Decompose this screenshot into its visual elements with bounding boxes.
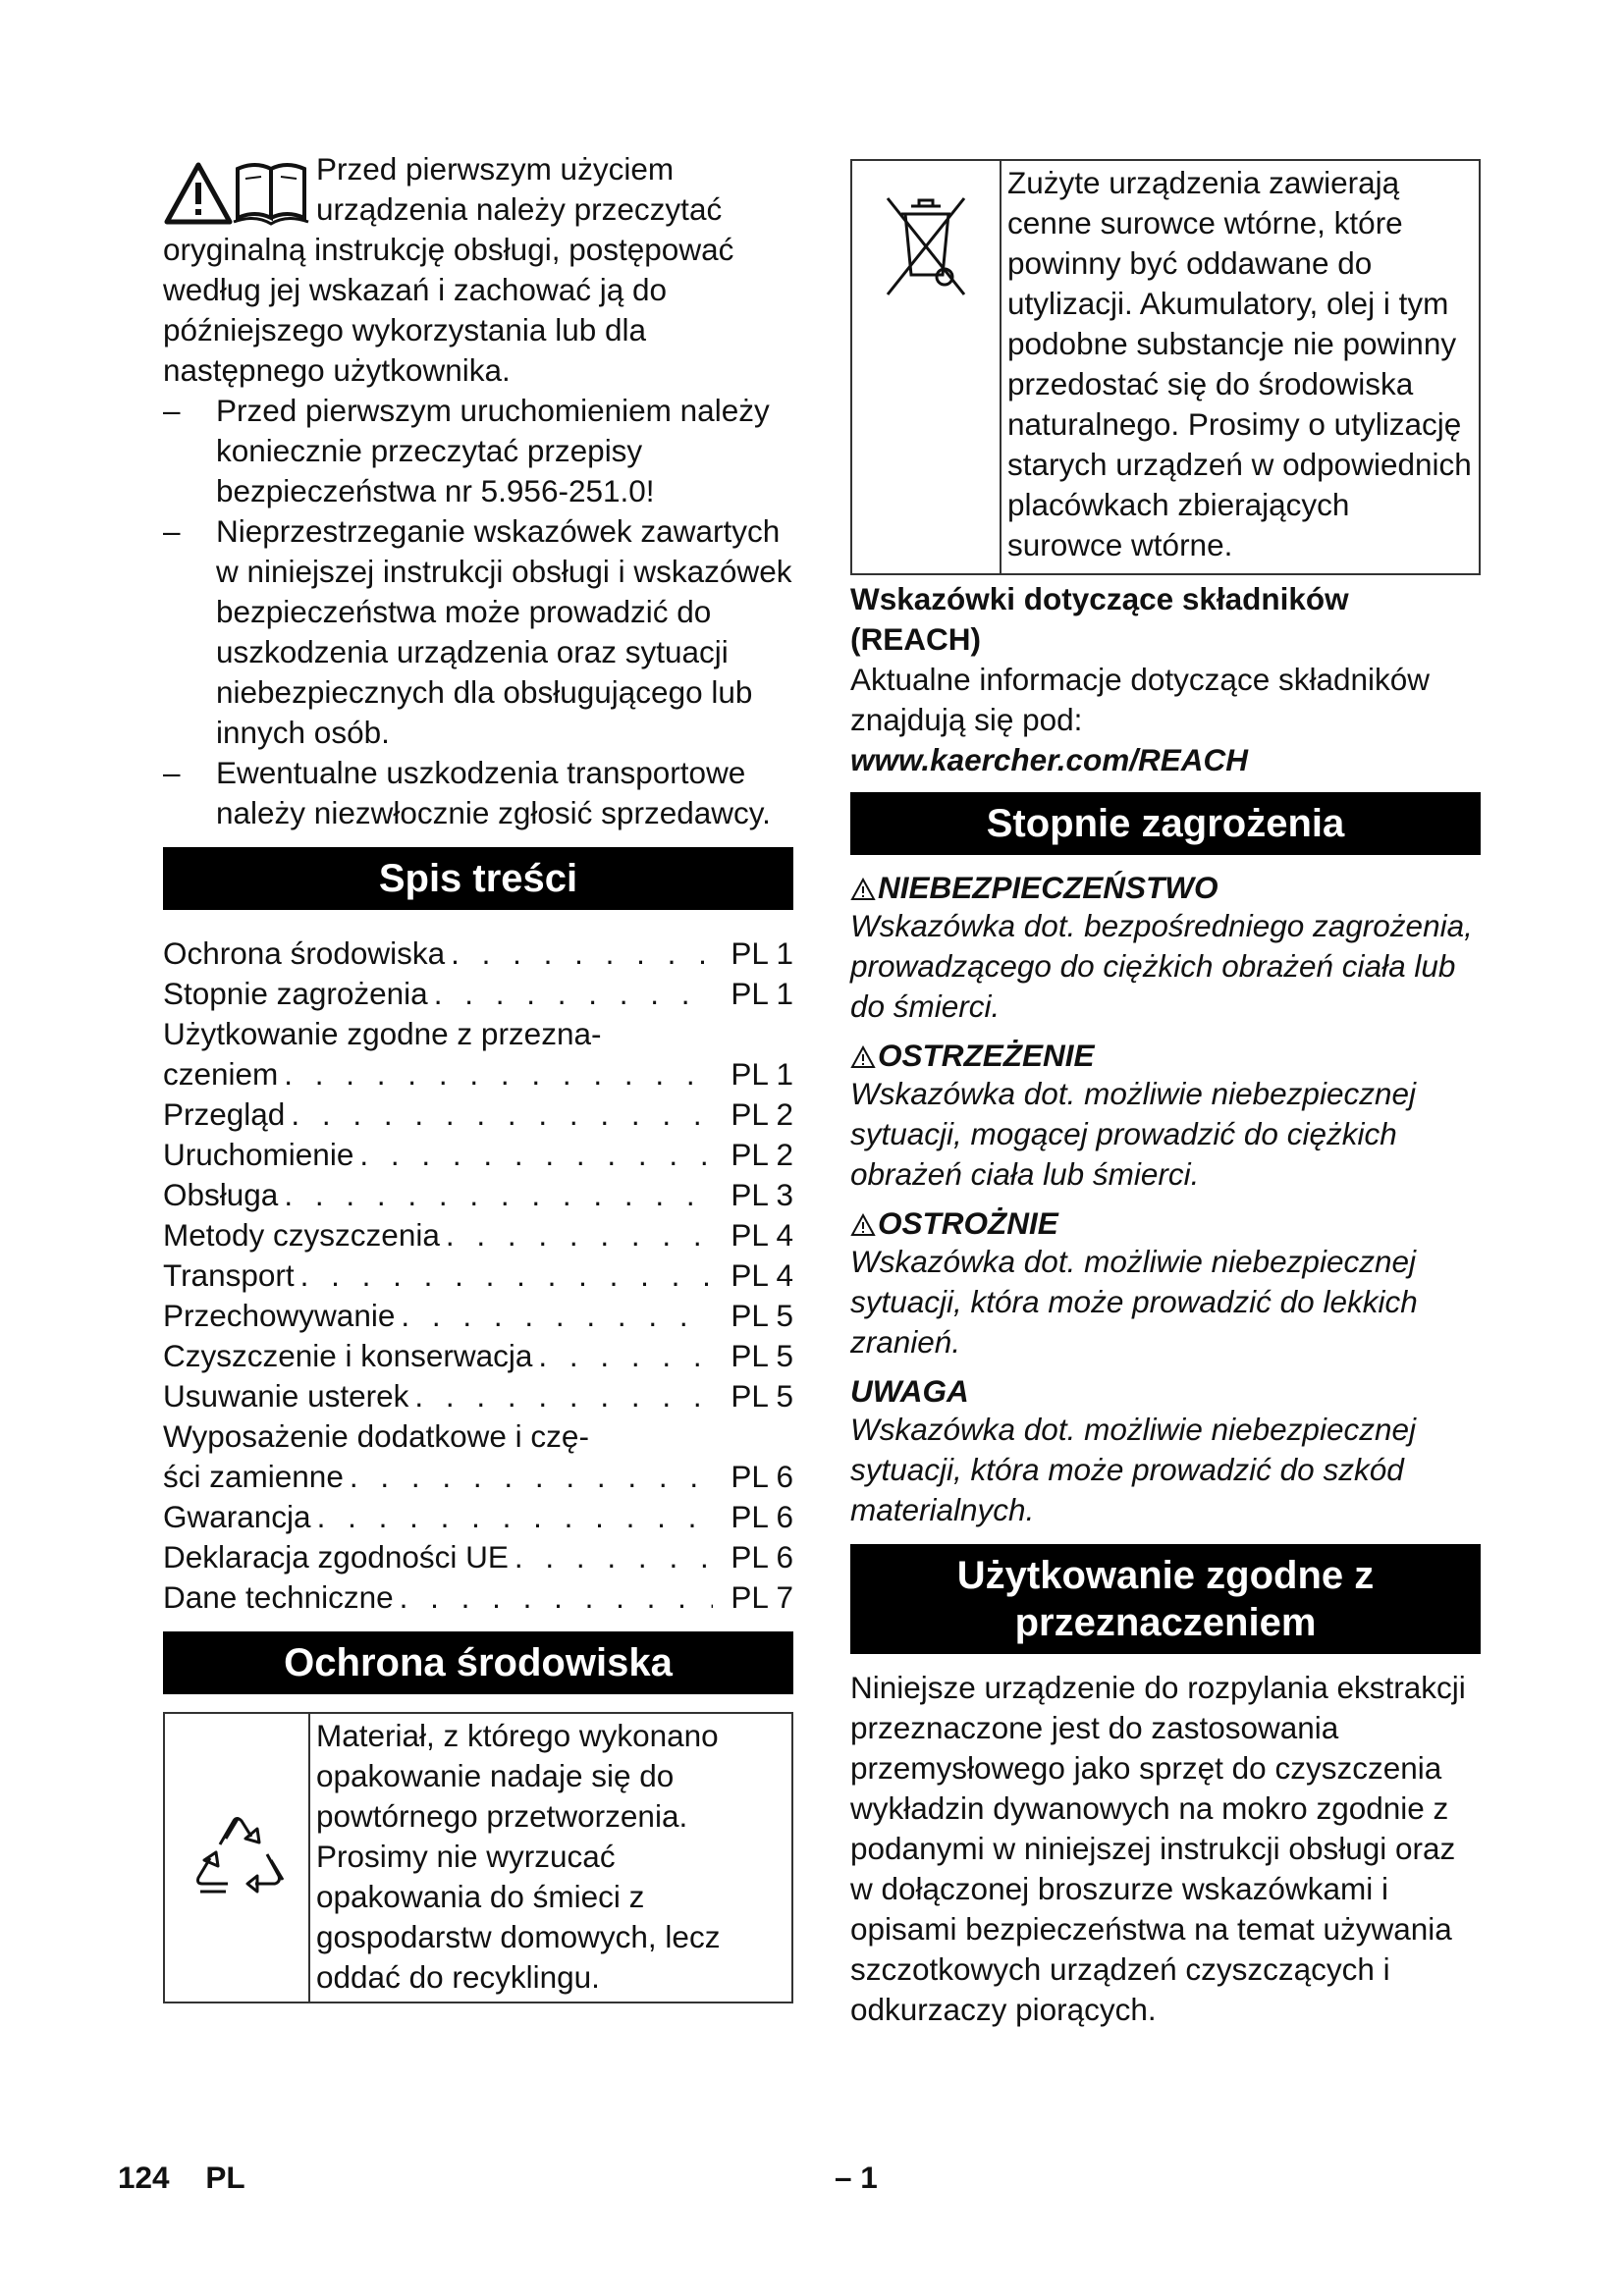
toc-item-page: PL 2 <box>731 1096 793 1132</box>
toc-item-page: PL 1 <box>731 976 793 1011</box>
intended-use-heading: Użytkowanie zgodne z przeznaczeniem <box>850 1544 1481 1654</box>
toc-item-page: PL 4 <box>731 1257 793 1293</box>
warning-triangle-icon <box>167 165 230 222</box>
crossed-bin-icon-cell <box>852 161 1001 573</box>
toc-item-page: PL 5 <box>731 1338 793 1373</box>
section-page-number: – 1 <box>835 2160 878 2195</box>
toc-item-title: Dane techniczne <box>163 1579 394 1615</box>
right-column <box>850 159 1481 2030</box>
page-footer-left <box>118 2160 245 2196</box>
toc-item-title: Czyszczenie i konserwacja <box>163 1338 533 1373</box>
table-of-contents <box>163 934 793 1618</box>
toc-item[interactable] <box>163 1175 793 1215</box>
hazard-signal-word: OSTROŻNIE <box>850 1204 1481 1242</box>
toc-leader-dots <box>284 1054 713 1095</box>
toc-item[interactable] <box>163 934 793 974</box>
bullet-marker: – <box>163 755 181 790</box>
recycle-icon <box>183 1799 291 1917</box>
toc-item-title: ści zamienne <box>163 1459 344 1494</box>
hazard-signal-word: OSTRZEŻENIE <box>850 1037 1481 1074</box>
bullet-marker: – <box>163 513 181 549</box>
reach-link[interactable]: www.kaercher.com/REACH <box>850 742 1248 777</box>
toc-leader-dots <box>414 1376 713 1416</box>
toc-item[interactable] <box>163 1537 793 1577</box>
packaging-notice <box>163 1712 793 2003</box>
warning-triangle-icon <box>850 878 876 901</box>
toc-item-title: Usuwanie usterek <box>163 1378 409 1414</box>
toc-item-page: PL 5 <box>731 1298 793 1333</box>
packaging-text: Materiał, z którego wykonano opakowanie nadaje się do powtórnego przetworzenia. Prosimy nie wyrzucać opakowania do śmieci z gospodarstw domowych, lecz oddać do recyklingu. <box>316 1718 721 1995</box>
toc-item-page: PL 6 <box>731 1539 793 1575</box>
toc-item[interactable] <box>163 1376 793 1416</box>
manual-book-icon <box>234 165 308 224</box>
disposal-text: Zużyte urządzenia zawierają cenne surowce wtórne, które powinny być oddawane do utylizacji. Akumulatory, olej i tym podobne substancje nie powinny przedostać się do środowiska naturalnego. Prosimy o utylizację starych urządzeń w odpowiednich placówkach zbierających surowce wtórne. <box>1007 165 1472 562</box>
toc-item[interactable] <box>163 1296 793 1336</box>
toc-item-page: PL 3 <box>731 1177 793 1212</box>
intended-use-text: Niniejsze urządzenie do rozpylania ekstrakcji przeznaczone jest do zastosowania przemysłowego jako sprzęt do czyszczenia wykładzin dywanowych na mokro zgodnie z podanymi w niniejszej instrukcji obsługi oraz w dołączonej broszurze wskazówkami i opisami bezpieczeństwa na temat używania szczotkowych urządzeń czyszczących i odkurzaczy piorących. <box>850 1670 1466 2027</box>
toc-item[interactable] <box>163 1577 793 1618</box>
warning-triangle-icon <box>850 1045 876 1069</box>
toc-item-title: Metody czyszczenia <box>163 1217 440 1253</box>
bullet-marker: – <box>163 393 181 428</box>
toc-item-page: PL 2 <box>731 1137 793 1172</box>
toc-item-title: Obsługa <box>163 1177 279 1212</box>
toc-item-page: PL 6 <box>731 1499 793 1534</box>
toc-item-title: czeniem <box>163 1056 279 1092</box>
hazard-signal-word: NIEBEZPIECZEŃSTWO <box>850 869 1481 906</box>
toc-item[interactable] <box>163 1135 793 1175</box>
toc-item-title: Deklaracja zgodności UE <box>163 1539 509 1575</box>
bullet-item: – Przed pierwszym uruchomieniem należy koniecznie przeczytać przepisy bezpieczeństwa nr 5.956-251.0! <box>163 393 770 508</box>
toc-item-page: PL 4 <box>731 1217 793 1253</box>
hazard-description: Wskazówka dot. bezpośredniego zagrożenia, prowadzącego do ciężkich obrażeń ciała lub do śmierci. <box>850 908 1473 1024</box>
toc-item-line: Wyposażenie dodatkowe i czę- <box>163 1418 589 1454</box>
crossed-bin-icon <box>882 185 970 312</box>
toc-leader-dots <box>446 1215 713 1255</box>
hazard-description: Wskazówka dot. możliwie niebezpiecznej sytuacji, która może prowadzić do szkód materialnych. <box>850 1412 1416 1527</box>
toc-leader-dots <box>451 934 713 974</box>
toc-item[interactable] <box>163 974 793 1014</box>
reach-heading: Wskazówki dotyczące składników (REACH) <box>850 581 1349 657</box>
toc-leader-dots <box>300 1255 713 1296</box>
safety-bullets <box>163 391 793 833</box>
toc-item-title: Ochrona środowiska <box>163 935 446 971</box>
toc-item-title: Transport <box>163 1257 295 1293</box>
toc-item-title: Uruchomienie <box>163 1137 354 1172</box>
toc-leader-dots <box>434 974 713 1014</box>
toc-item[interactable] <box>163 1255 793 1296</box>
hazard-levels <box>850 869 1481 1530</box>
toc-leader-dots <box>538 1336 713 1376</box>
toc-item-page: PL 6 <box>731 1459 793 1494</box>
intro-text: Przed pierwszym użyciem urządzenia należy przeczytać oryginalną instrukcję obsługi, postępować według jej wskazań i zachować ją do późniejszego wykorzystania lub dla następnego użytkownika. <box>163 151 734 388</box>
toc-leader-dots <box>400 1577 713 1618</box>
page-number: 124 <box>118 2160 170 2195</box>
toc-item-title: Stopnie zagrożenia <box>163 976 428 1011</box>
toc-item[interactable] <box>163 1457 793 1497</box>
hazard-description: Wskazówka dot. możliwie niebezpiecznej sytuacji, która może prowadzić do lekkich zranień. <box>850 1244 1418 1360</box>
left-column <box>163 149 793 2003</box>
intro-notice <box>163 149 793 391</box>
recycle-icon-cell <box>165 1714 310 2002</box>
toc-item[interactable] <box>163 1095 793 1135</box>
toc-item[interactable] <box>163 1215 793 1255</box>
toc-item[interactable] <box>163 1336 793 1376</box>
toc-item-title: Gwarancja <box>163 1499 311 1534</box>
toc-item-line: Użytkowanie zgodne z przezna- <box>163 1016 602 1051</box>
disposal-notice <box>850 159 1481 575</box>
hazard-signal-word: UWAGA <box>850 1373 969 1409</box>
toc-leader-dots <box>317 1497 713 1537</box>
reach-text: Aktualne informacje dotyczące składników znajdują się pod: <box>850 662 1431 737</box>
toc-leader-dots <box>291 1095 713 1135</box>
toc-leader-dots <box>350 1457 713 1497</box>
hazard-heading: Stopnie zagrożenia <box>850 792 1481 855</box>
intro-icons <box>163 149 310 230</box>
toc-item-page: PL 1 <box>731 1056 793 1092</box>
toc-leader-dots <box>514 1537 713 1577</box>
toc-item-page: PL 7 <box>731 1579 793 1615</box>
bullet-item: – Ewentualne uszkodzenia transportowe należy niezwłocznie zgłosić sprzedawcy. <box>163 755 771 830</box>
toc-item-title: Przechowywanie <box>163 1298 396 1333</box>
hazard-description: Wskazówka dot. możliwie niebezpiecznej sytuacji, mogącej prowadzić do ciężkich obrażeń ciała lub śmierci. <box>850 1076 1416 1192</box>
toc-item-title: Przegląd <box>163 1096 286 1132</box>
toc-leader-dots <box>401 1296 713 1336</box>
toc-heading: Spis treści <box>163 847 793 910</box>
warning-triangle-icon <box>850 1213 876 1237</box>
toc-leader-dots <box>284 1175 713 1215</box>
toc-item-page: PL 1 <box>731 935 793 971</box>
toc-item[interactable] <box>163 1497 793 1537</box>
toc-item[interactable] <box>163 1054 793 1095</box>
toc-item-page: PL 5 <box>731 1378 793 1414</box>
bullet-item: – Nieprzestrzeganie wskazówek zawartych w niniejszej instrukcji obsługi i wskazówek bezpieczeństwa może prowadzić do uszkodzenia urządzenia oraz sytuacji niebezpiecznych dla obsługującego lub innych osób. <box>163 513 792 750</box>
language-code: PL <box>205 2160 245 2195</box>
environment-heading: Ochrona środowiska <box>163 1631 793 1694</box>
toc-leader-dots <box>359 1135 713 1175</box>
